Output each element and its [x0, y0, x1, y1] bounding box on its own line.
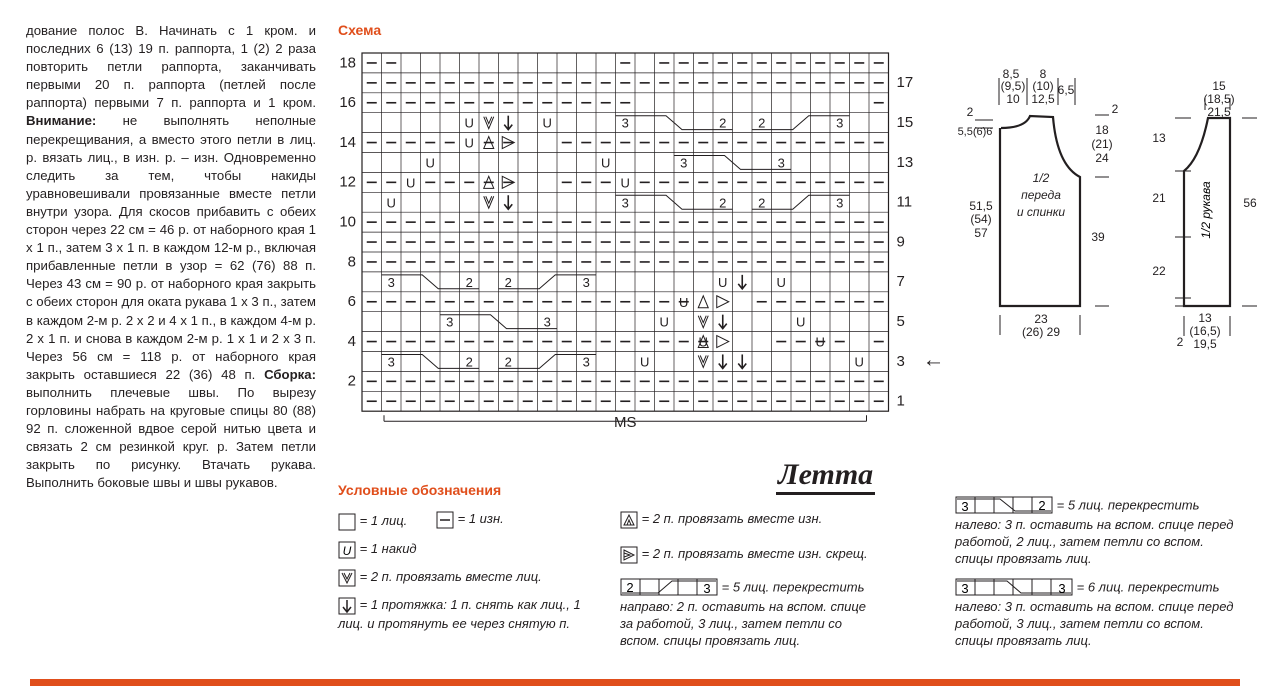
cable-count: 3: [582, 274, 590, 290]
dim-width-1: 23: [1034, 312, 1048, 326]
cable-count: 3: [387, 354, 395, 370]
cable-count: 2: [465, 354, 473, 370]
row-number-left: 2: [347, 372, 356, 390]
accent-bar: [30, 679, 1240, 686]
instructions-heading: Внимание:: [26, 113, 97, 129]
cable-count: 2: [758, 195, 766, 211]
svg-text:3: 3: [703, 581, 711, 596]
legend-knit: = 1 лиц.: [338, 512, 407, 531]
cable-count: 2: [719, 195, 727, 211]
dim-neck-left: 5,5(6)6: [957, 126, 993, 138]
cable-count: 3: [543, 314, 551, 330]
yarn-over-mark: U: [776, 274, 786, 290]
cable-count: 2: [758, 115, 766, 131]
yarn-over-mark: U: [406, 175, 416, 191]
yarn-over-mark: U: [601, 155, 611, 171]
row-number-right: 3: [896, 352, 905, 370]
slip-decrease-symbol: [338, 597, 356, 615]
yarn-over-mark: U: [854, 354, 864, 370]
dim-top-left-1: 8,5: [1002, 67, 1020, 81]
yarn-over-mark: U: [542, 115, 552, 131]
row-number-left: 8: [347, 253, 356, 271]
cross-left-5-symbol: [955, 496, 1053, 516]
dim-top-right: 6,5: [1057, 83, 1075, 97]
instructions-text: [26, 22, 316, 492]
sleeve-bottom-3: 19,5: [1193, 337, 1217, 351]
row-number-right: 9: [896, 233, 905, 251]
dim-armhole-1: 18: [1095, 123, 1109, 137]
brand-logo: Летта: [776, 458, 875, 495]
sleeve-seg-1: 13: [1152, 131, 1166, 145]
dim-side: 39: [1091, 230, 1105, 244]
cable-count: 2: [465, 274, 473, 290]
dim-top-left-2: (9,5): [1000, 79, 1026, 93]
legend-title: Условные обозначения: [338, 482, 502, 498]
cable-count: 2: [504, 354, 512, 370]
yarn-over-mark: U: [698, 334, 708, 350]
yarn-over-mark: U: [659, 314, 669, 330]
start-arrow: ←: [922, 346, 945, 372]
svg-text:3: 3: [961, 499, 969, 514]
cable-count: 2: [719, 115, 727, 131]
purl-together-twisted-symbol: [620, 546, 638, 564]
svg-text:3: 3: [961, 581, 969, 596]
dim-height-2: (54): [970, 212, 992, 226]
svg-text:2: 2: [1038, 498, 1046, 513]
legend-slip: = 1 протяжка: 1 п. снять как лиц., 1 лиц. и протянуть ее через снятую п.: [338, 597, 581, 631]
sleeve-label: 1/2 рукава: [1199, 181, 1213, 239]
knit-symbol: [338, 513, 356, 531]
knit-together-symbol: [338, 569, 356, 587]
sleeve-top-1: 15: [1212, 79, 1226, 93]
dim-armhole-3: 24: [1095, 151, 1109, 165]
legend-cross5-right: 2 3 = 5 лиц. перекрестить направо: 2 п. оставить на вспом. спице за работой, 3 лиц., затем петли со вспом. спицы провязать лиц.: [620, 579, 867, 648]
instructions-run: выполнить плечевые швы. По вырезу горловины набрать на круговые спицы 80 (88) 92 п. сложенной вдвое серой нитью цвета и связать 2 см резинкой круг. р. Затем петли закрыть по рисунку. Втачать рукава. Выполнить боковые швы и швы рукавов.: [26, 384, 316, 491]
purl-symbol: [436, 511, 454, 529]
knitting-chart: [330, 45, 950, 450]
body-label-2: переда: [1021, 188, 1061, 202]
dim-shoulder-left: 2: [966, 105, 974, 119]
yarn-over-mark: U: [796, 314, 806, 330]
svg-text:3: 3: [1058, 581, 1066, 596]
garment-schematic: [955, 60, 1270, 360]
dim-shoulder-right: 2: [1111, 102, 1119, 116]
svg-text:2: 2: [626, 580, 634, 595]
dim-top-mid-3: 12,5: [1031, 92, 1055, 106]
row-number-left: 4: [347, 332, 356, 350]
cable-count: 3: [582, 354, 590, 370]
cable-count: 3: [387, 274, 395, 290]
body-label-1: 1/2: [1032, 171, 1050, 185]
yarn-over-mark: U: [718, 274, 728, 290]
row-number-right: 17: [896, 74, 914, 92]
row-number-right: 1: [896, 392, 905, 410]
row-number-right: 15: [896, 114, 914, 132]
row-number-right: 7: [896, 273, 905, 291]
sleeve-bottom-1: 13: [1198, 311, 1212, 325]
cable-count: 3: [446, 314, 454, 330]
row-number-left: 12: [339, 173, 356, 191]
row-number-left: 10: [339, 213, 356, 231]
purl-together-symbol: [620, 511, 638, 529]
cross-right-5-symbol: [620, 578, 718, 598]
legend-yo: U = 1 накид: [338, 540, 417, 559]
sleeve-seg-3: 22: [1152, 264, 1166, 278]
cable-count: 3: [836, 195, 844, 211]
row-number-right: 13: [896, 153, 914, 171]
instructions-run: дование полос В. Начинать с 1 кром. и последних 6 (13) 19 п. раппорта, 1 (2) 2 раза повторить петли раппорта, заканчивать первыми 20 п. раппорта (петлей после раппорта) первыми 7 п. раппорта и 1 кром.: [26, 23, 316, 111]
svg-text:U: U: [342, 543, 352, 558]
legend-p2tog-tbl: = 2 п. провязать вместе изн. скрещ.: [620, 545, 868, 564]
row-number-left: 14: [339, 133, 356, 151]
yarn-over-mark: U: [679, 294, 689, 310]
yarn-over-symbol: [338, 541, 356, 559]
instructions-run: не выполнять неполные перекрещивания, а вместо этого петли в лиц. р. вязать лиц., в изн. р. – изн. Одновременно следить за тем, чтобы накиды уравновешивали провязанные вместе петли внутри узора. Для скосов прибавить с обеих сторон через 22 см = 46 р. от наборного края 1 х 1 п., затем 3 х 1 п. в каждом 12-м р., включая прибавленные петли в узор = 62 (76) 88 п. Через 43 см = 90 р. от наборного края закрыть с обеих сторон для оката рукава 1 х 3 п., затем в каждом 2-м р. 2 х 2 и 4 х 1 п., в каждом 4-м р. 2 х 1 п. и снова в каждом 2-м р. 1 х 1 и 2 х 3 п. Через 56 см = 118 р. от наборного края закрыть оставшиеся 22 (36) 48 п.: [26, 113, 316, 382]
sleeve-cuff: 2: [1176, 335, 1184, 349]
legend-cross5-left: 3 2 = 5 лиц. перекрестить налево: 3 п. оставить на вспом. спице перед работой, 2 лиц., затем петли со вспом. спицы провязать лиц.: [955, 497, 1234, 566]
legend-cross6-left: 3 3 = 6 лиц. перекрестить налево: 3 п. оставить на вспом. спице перед работой, 3 лиц., затем петли со вспом. спицы провязать лиц.: [955, 579, 1234, 648]
yarn-over-mark: U: [386, 195, 396, 211]
row-number-left: 16: [339, 94, 356, 112]
legend-k2tog: = 2 п. провязать вместе лиц.: [338, 568, 542, 587]
cable-count: 2: [504, 274, 512, 290]
legend-p2tog: = 2 п. провязать вместе изн.: [620, 510, 822, 529]
sleeve-bottom-2: (16,5): [1189, 324, 1221, 338]
row-number-left: 18: [339, 54, 356, 72]
dim-armhole-2: (21): [1091, 137, 1113, 151]
row-number-right: 11: [896, 193, 913, 211]
yarn-over-mark: U: [815, 334, 825, 350]
dim-width-2: (26) 29: [1021, 325, 1061, 339]
row-number-left: 6: [347, 293, 356, 311]
dim-height-3: 57: [974, 226, 988, 240]
legend-purl: = 1 изн.: [436, 510, 504, 529]
dim-top-mid-2: (10): [1032, 79, 1054, 93]
dim-top-mid-1: 8: [1039, 67, 1047, 81]
yarn-over-mark: U: [464, 115, 474, 131]
scheme-title: Схема: [338, 22, 382, 38]
cable-count: 3: [836, 115, 844, 131]
sleeve-seg-2: 21: [1152, 191, 1166, 205]
instructions-heading: Сборка:: [264, 366, 316, 382]
body-label-3: и спинки: [1016, 205, 1066, 219]
sleeve-top-3: 21,5: [1207, 105, 1231, 119]
yarn-over-mark: U: [464, 135, 474, 151]
sleeve-top-2: (18,5): [1203, 92, 1235, 106]
cable-count: 3: [680, 155, 688, 171]
dim-height-1: 51,5: [969, 199, 993, 213]
yarn-over-mark: U: [620, 175, 630, 191]
yarn-over-mark: U: [425, 155, 435, 171]
cable-count: 3: [621, 195, 629, 211]
dim-top-left-3: 10: [1006, 92, 1020, 106]
ms-label: MS: [614, 414, 637, 432]
row-number-right: 5: [896, 313, 905, 331]
cross-left-6-symbol: [955, 578, 1073, 598]
yarn-over-mark: U: [640, 354, 650, 370]
sleeve-total: 56: [1243, 196, 1257, 210]
cable-count: 3: [621, 115, 629, 131]
cable-count: 3: [777, 155, 785, 171]
